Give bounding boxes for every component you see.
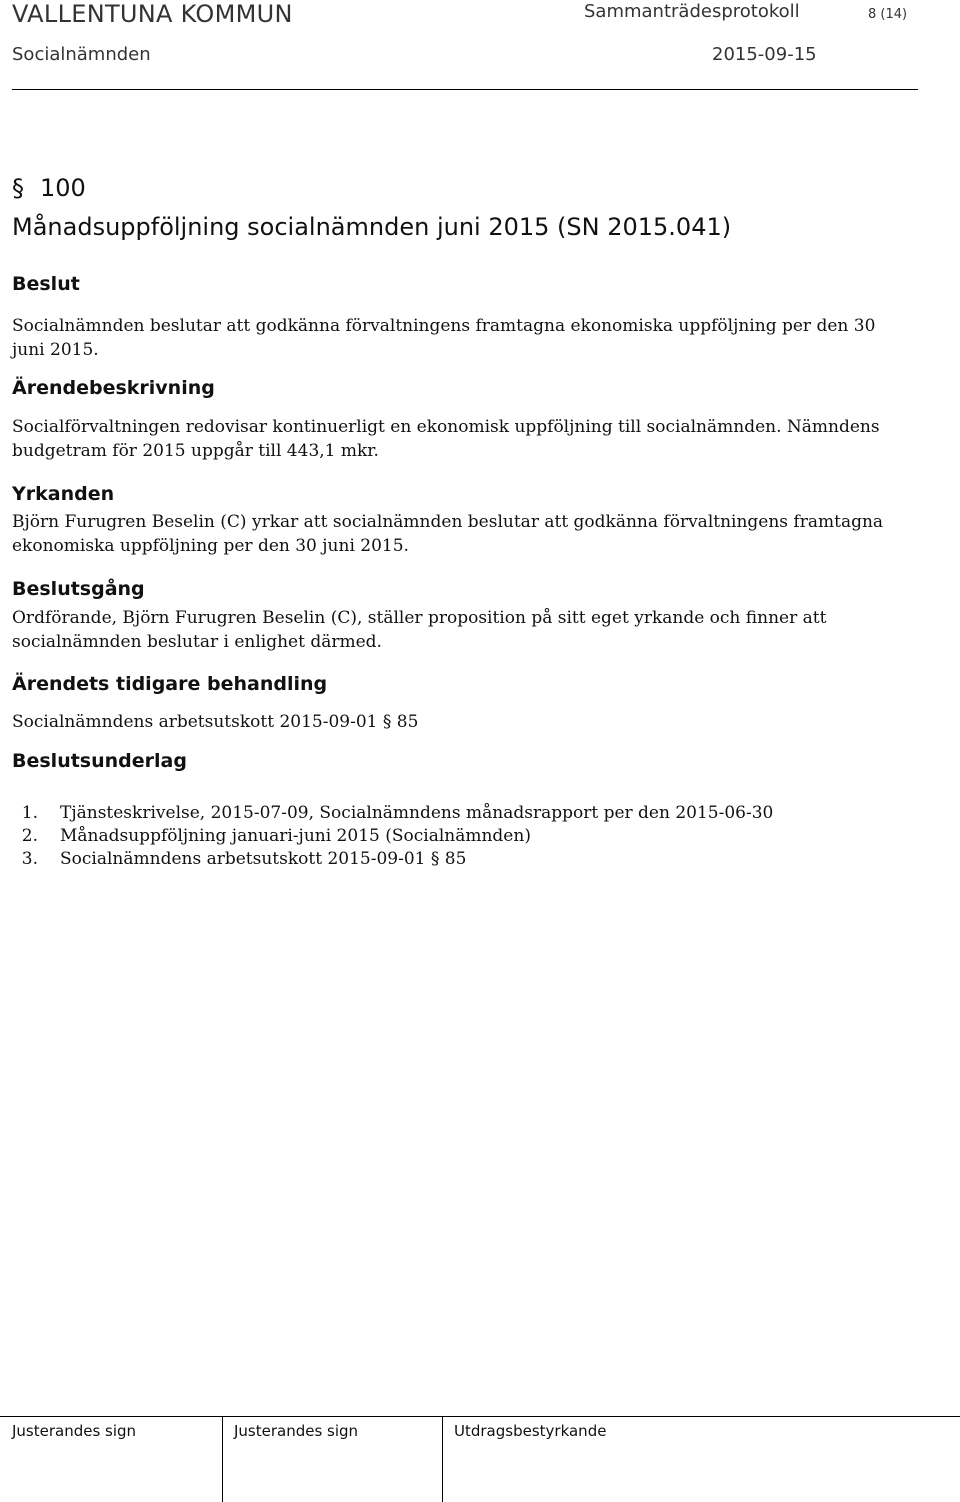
extract-box: [442, 1416, 960, 1502]
section-sign: §: [12, 174, 24, 202]
paragraph-number: 100: [40, 174, 86, 202]
list-text: Månadsuppföljning januari-juni 2015 (Socialnämnden): [60, 826, 531, 846]
heading-beslutsgang: Beslutsgång: [12, 578, 145, 600]
list-number: 1.: [21, 803, 38, 823]
meeting-date: 2015-09-15: [712, 44, 817, 65]
heading-arendebeskrivning: Ärendebeskrivning: [12, 377, 215, 399]
signature-box-1: [0, 1416, 222, 1502]
list-item: [12, 825, 773, 848]
signature-box-2: [222, 1416, 442, 1502]
paragraph-heading: [12, 174, 86, 202]
text-line: Ordförande, Björn Furugren Beselin (C), ställer proposition på sitt eget yrkande och finner att: [12, 608, 827, 628]
page-header: [12, 0, 912, 34]
text-line: budgetram för 2015 uppgår till 443,1 mkr.: [12, 441, 379, 461]
list-number: 2.: [21, 826, 38, 846]
signature-label-2: Justerandes sign: [234, 1422, 359, 1440]
committee-name: Socialnämnden: [12, 44, 151, 65]
heading-beslut: Beslut: [12, 273, 80, 295]
list-text: Tjänsteskrivelse, 2015-07-09, Socialnämndens månadsrapport per den 2015-06-30: [60, 803, 774, 823]
text-line: juni 2015.: [12, 340, 99, 360]
extract-label: Utdragsbestyrkande: [454, 1422, 607, 1440]
text-beslutsgang: [12, 606, 912, 654]
beslutsunderlag-list: [12, 802, 773, 871]
text-line: socialnämnden beslutar i enlighet därmed.: [12, 632, 382, 652]
heading-tidigare-behandling: Ärendets tidigare behandling: [12, 673, 328, 695]
paragraph-subject: Månadsuppföljning socialnämnden juni 2015 (SN 2015.041): [12, 213, 732, 241]
heading-yrkanden: Yrkanden: [12, 483, 115, 505]
list-item: [12, 802, 773, 825]
text-arendebeskrivning: [12, 415, 912, 463]
organization-name: VALLENTUNA KOMMUN: [12, 0, 293, 28]
list-number: 3.: [21, 849, 38, 869]
text-beslut: [12, 314, 912, 362]
text-line: Björn Furugren Beselin (C) yrkar att socialnämnden beslutar att godkänna förvaltningens framtagna: [12, 512, 884, 532]
text-line: Socialnämnden beslutar att godkänna förvaltningens framtagna ekonomiska uppföljning per den 30: [12, 316, 876, 336]
list-item: [12, 848, 773, 871]
signature-footer: [0, 1416, 960, 1502]
heading-beslutsunderlag: Beslutsunderlag: [12, 750, 187, 772]
text-line: ekonomiska uppföljning per den 30 juni 2015.: [12, 536, 409, 556]
text-line: Socialförvaltningen redovisar kontinuerligt en ekonomisk uppföljning till socialnämnden. Nämndens: [12, 417, 880, 437]
text-line: Socialnämndens arbetsutskott 2015-09-01 § 85: [12, 712, 419, 732]
signature-label-1: Justerandes sign: [12, 1422, 137, 1440]
text-tidigare-behandling: [12, 710, 912, 734]
text-yrkanden: [12, 510, 912, 558]
page-subheader: [12, 44, 912, 70]
page-number: 8 (14): [868, 7, 908, 22]
list-text: Socialnämndens arbetsutskott 2015-09-01 § 85: [60, 849, 467, 869]
header-divider: [12, 89, 918, 90]
document-type: Sammanträdesprotokoll: [584, 1, 800, 22]
